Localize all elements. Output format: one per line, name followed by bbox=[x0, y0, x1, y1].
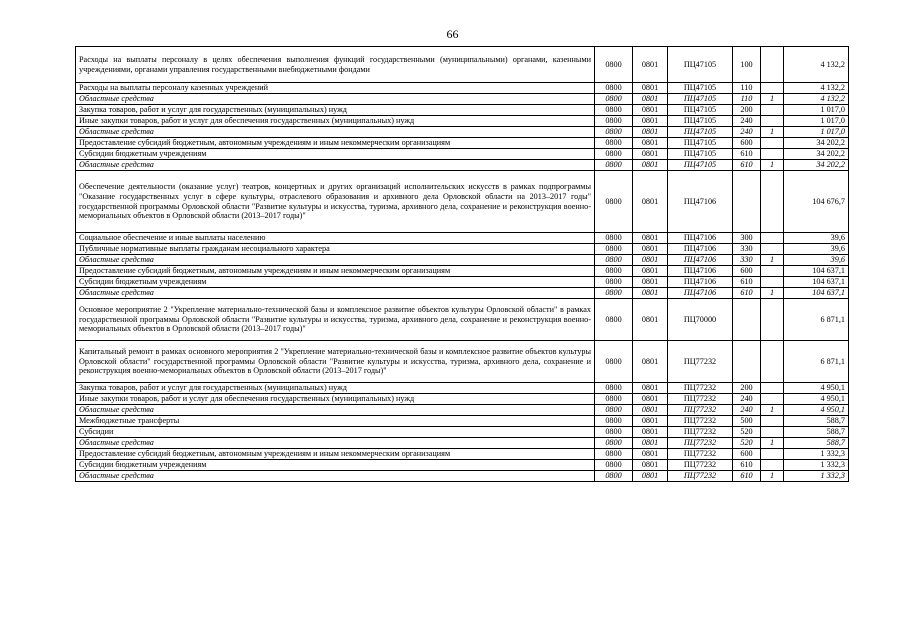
table-row bbox=[76, 394, 849, 405]
row-funding-source-code bbox=[761, 83, 784, 94]
table-row bbox=[76, 299, 849, 341]
row-funding-source-code: 1 bbox=[761, 438, 784, 449]
row-target-article-code: ПЦ47105 bbox=[668, 83, 733, 94]
table-row bbox=[76, 105, 849, 116]
row-target-article-code: ПЦ77232 bbox=[668, 427, 733, 438]
row-expense-type-code: 610 bbox=[733, 288, 761, 299]
row-funding-source-code bbox=[761, 394, 784, 405]
row-amount: 34 202,2 bbox=[784, 149, 849, 160]
row-subsection-code: 0801 bbox=[633, 160, 668, 171]
row-expense-type-code: 240 bbox=[733, 127, 761, 138]
row-amount: 588,7 bbox=[784, 427, 849, 438]
row-section-code: 0800 bbox=[595, 394, 633, 405]
row-section-code: 0800 bbox=[595, 94, 633, 105]
row-section-code: 0800 bbox=[595, 116, 633, 127]
row-funding-source-code bbox=[761, 171, 784, 233]
row-funding-source-code bbox=[761, 449, 784, 460]
row-section-code: 0800 bbox=[595, 449, 633, 460]
row-description: Областные средства bbox=[76, 255, 595, 266]
row-description: Областные средства bbox=[76, 438, 595, 449]
row-section-code: 0800 bbox=[595, 288, 633, 299]
row-section-code: 0800 bbox=[595, 416, 633, 427]
row-description: Областные средства bbox=[76, 288, 595, 299]
row-target-article-code: ПЦ47106 bbox=[668, 288, 733, 299]
row-target-article-code: ПЦ47105 bbox=[668, 94, 733, 105]
row-section-code: 0800 bbox=[595, 149, 633, 160]
row-expense-type-code: 100 bbox=[733, 47, 761, 83]
row-amount: 39,6 bbox=[784, 255, 849, 266]
row-expense-type-code: 110 bbox=[733, 94, 761, 105]
row-target-article-code: ПЦ47105 bbox=[668, 160, 733, 171]
table-row bbox=[76, 149, 849, 160]
row-funding-source-code bbox=[761, 383, 784, 394]
row-target-article-code: ПЦ77232 bbox=[668, 449, 733, 460]
row-description: Капитальный ремонт в рамках основного мероприятия 2 "Укрепление материально-технической базы и комплексное развитие объектов культуры Орловской области" государственной программы Орловской области "Развитие культуры и искусства, туризма, архивного дела, сохранение и реконструкция военно-мемориальных объектов в Орловской области (2013–2017 годы)" bbox=[76, 341, 595, 383]
row-section-code: 0800 bbox=[595, 138, 633, 149]
row-expense-type-code: 330 bbox=[733, 255, 761, 266]
table-row bbox=[76, 255, 849, 266]
row-expense-type-code: 110 bbox=[733, 83, 761, 94]
budget-table bbox=[75, 46, 849, 482]
row-expense-type-code bbox=[733, 341, 761, 383]
row-funding-source-code bbox=[761, 233, 784, 244]
row-target-article-code: ПЦ47106 bbox=[668, 233, 733, 244]
row-target-article-code: ПЦ47105 bbox=[668, 127, 733, 138]
row-target-article-code: ПЦ47106 bbox=[668, 244, 733, 255]
row-amount: 1 332,3 bbox=[784, 471, 849, 482]
row-description: Областные средства bbox=[76, 160, 595, 171]
row-expense-type-code: 500 bbox=[733, 416, 761, 427]
row-amount: 1 332,3 bbox=[784, 460, 849, 471]
row-target-article-code: ПЦ47105 bbox=[668, 149, 733, 160]
row-subsection-code: 0801 bbox=[633, 438, 668, 449]
row-description: Расходы на выплаты персоналу казенных учреждений bbox=[76, 83, 595, 94]
row-description: Предоставление субсидий бюджетным, автономным учреждениям и иным некоммерческим организациям bbox=[76, 138, 595, 149]
row-funding-source-code bbox=[761, 244, 784, 255]
row-expense-type-code: 330 bbox=[733, 244, 761, 255]
row-funding-source-code bbox=[761, 105, 784, 116]
row-target-article-code: ПЦ77232 bbox=[668, 394, 733, 405]
row-description: Предоставление субсидий бюджетным, автономным учреждениям и иным некоммерческим организациям bbox=[76, 266, 595, 277]
row-expense-type-code bbox=[733, 171, 761, 233]
row-expense-type-code: 600 bbox=[733, 266, 761, 277]
row-section-code: 0800 bbox=[595, 438, 633, 449]
row-description: Публичные нормативные выплаты гражданам несоциального характера bbox=[76, 244, 595, 255]
row-subsection-code: 0801 bbox=[633, 460, 668, 471]
row-expense-type-code: 600 bbox=[733, 138, 761, 149]
row-subsection-code: 0801 bbox=[633, 149, 668, 160]
row-target-article-code: ПЦ77232 bbox=[668, 405, 733, 416]
row-subsection-code: 0801 bbox=[633, 383, 668, 394]
row-subsection-code: 0801 bbox=[633, 116, 668, 127]
row-amount: 4 132,2 bbox=[784, 94, 849, 105]
table-row bbox=[76, 160, 849, 171]
row-amount: 588,7 bbox=[784, 438, 849, 449]
row-target-article-code: ПЦ77232 bbox=[668, 460, 733, 471]
row-subsection-code: 0801 bbox=[633, 244, 668, 255]
row-subsection-code: 0801 bbox=[633, 138, 668, 149]
row-amount: 39,6 bbox=[784, 233, 849, 244]
row-section-code: 0800 bbox=[595, 299, 633, 341]
row-description: Областные средства bbox=[76, 471, 595, 482]
budget-table-body bbox=[76, 47, 849, 482]
row-funding-source-code bbox=[761, 266, 784, 277]
row-description: Областные средства bbox=[76, 94, 595, 105]
table-row bbox=[76, 138, 849, 149]
row-subsection-code: 0801 bbox=[633, 255, 668, 266]
row-subsection-code: 0801 bbox=[633, 416, 668, 427]
row-funding-source-code: 1 bbox=[761, 288, 784, 299]
row-funding-source-code: 1 bbox=[761, 94, 784, 105]
row-funding-source-code bbox=[761, 341, 784, 383]
page-number: 66 bbox=[446, 27, 459, 41]
row-section-code: 0800 bbox=[595, 127, 633, 138]
row-amount: 1 332,3 bbox=[784, 449, 849, 460]
row-target-article-code: ПЦ47105 bbox=[668, 105, 733, 116]
row-funding-source-code bbox=[761, 138, 784, 149]
row-section-code: 0800 bbox=[595, 405, 633, 416]
row-description: Иные закупки товаров, работ и услуг для обеспечения государственных (муниципальных) нужд bbox=[76, 394, 595, 405]
row-funding-source-code bbox=[761, 427, 784, 438]
table-row bbox=[76, 383, 849, 394]
row-section-code: 0800 bbox=[595, 83, 633, 94]
row-description: Субсидии bbox=[76, 427, 595, 438]
row-expense-type-code: 610 bbox=[733, 277, 761, 288]
table-row bbox=[76, 427, 849, 438]
row-section-code: 0800 bbox=[595, 427, 633, 438]
row-subsection-code: 0801 bbox=[633, 266, 668, 277]
row-section-code: 0800 bbox=[595, 171, 633, 233]
table-row bbox=[76, 116, 849, 127]
row-description: Областные средства bbox=[76, 405, 595, 416]
row-amount: 1 017,0 bbox=[784, 116, 849, 127]
row-description: Предоставление субсидий бюджетным, автономным учреждениям и иным некоммерческим организациям bbox=[76, 449, 595, 460]
row-amount: 588,7 bbox=[784, 416, 849, 427]
row-description: Основное мероприятие 2 "Укрепление материально-технической базы и комплексное развитие объектов культуры Орловской области" в рамках государственной программы Орловской области "Развитие культуры и искусства, туризма, архивного дела, сохранение и реконструкция военно-мемориальных объектов в Орловской области (2013–2017 годы)" bbox=[76, 299, 595, 341]
row-description: Областные средства bbox=[76, 127, 595, 138]
row-amount: 104 676,7 bbox=[784, 171, 849, 233]
row-expense-type-code: 520 bbox=[733, 427, 761, 438]
row-description: Субсидии бюджетным учреждениям bbox=[76, 149, 595, 160]
table-row bbox=[76, 277, 849, 288]
row-subsection-code: 0801 bbox=[633, 127, 668, 138]
row-subsection-code: 0801 bbox=[633, 83, 668, 94]
row-section-code: 0800 bbox=[595, 266, 633, 277]
row-expense-type-code bbox=[733, 299, 761, 341]
row-amount: 34 202,2 bbox=[784, 138, 849, 149]
row-subsection-code: 0801 bbox=[633, 471, 668, 482]
row-funding-source-code: 1 bbox=[761, 255, 784, 266]
row-subsection-code: 0801 bbox=[633, 427, 668, 438]
row-expense-type-code: 610 bbox=[733, 460, 761, 471]
row-target-article-code: ПЦ77232 bbox=[668, 471, 733, 482]
table-row bbox=[76, 233, 849, 244]
row-section-code: 0800 bbox=[595, 460, 633, 471]
row-amount: 6 871,1 bbox=[784, 341, 849, 383]
row-amount: 104 637,1 bbox=[784, 277, 849, 288]
row-target-article-code: ПЦ77232 bbox=[668, 341, 733, 383]
table-row bbox=[76, 83, 849, 94]
row-target-article-code: ПЦ70000 bbox=[668, 299, 733, 341]
row-expense-type-code: 300 bbox=[733, 233, 761, 244]
table-row bbox=[76, 47, 849, 83]
row-expense-type-code: 240 bbox=[733, 394, 761, 405]
row-description: Расходы на выплаты персоналу в целях обеспечения выполнения функций государственными (муниципальными) органами, казенными учреждениями, органами управления государственными внебюджетными фондами bbox=[76, 47, 595, 83]
row-expense-type-code: 240 bbox=[733, 116, 761, 127]
row-description: Обеспечение деятельности (оказание услуг) театров, концертных и других организаций исполнительских искусств в рамках подпрограммы "Оказание государственных услуг в сфере культуры, отраслевого образования и архивного дела Орловской области на 2013–2017 годы" государственной программы Орловской области "Развитие культуры и искусства, туризма, архивного дела, сохранение и реконструкция военно-мемориальных объектов в Орловской области (2013–2017 годы)" bbox=[76, 171, 595, 233]
row-amount: 104 637,1 bbox=[784, 266, 849, 277]
row-section-code: 0800 bbox=[595, 105, 633, 116]
row-expense-type-code: 610 bbox=[733, 160, 761, 171]
row-expense-type-code: 200 bbox=[733, 105, 761, 116]
row-section-code: 0800 bbox=[595, 233, 633, 244]
row-expense-type-code: 520 bbox=[733, 438, 761, 449]
row-amount: 1 017,0 bbox=[784, 127, 849, 138]
row-description: Закупка товаров, работ и услуг для государственных (муниципальных) нужд bbox=[76, 105, 595, 116]
row-target-article-code: ПЦ47105 bbox=[668, 138, 733, 149]
row-amount: 4 950,1 bbox=[784, 394, 849, 405]
row-subsection-code: 0801 bbox=[633, 288, 668, 299]
row-description: Иные закупки товаров, работ и услуг для обеспечения государственных (муниципальных) нужд bbox=[76, 116, 595, 127]
row-amount: 4 950,1 bbox=[784, 405, 849, 416]
row-target-article-code: ПЦ77232 bbox=[668, 416, 733, 427]
row-section-code: 0800 bbox=[595, 341, 633, 383]
row-description: Социальное обеспечение и иные выплаты населению bbox=[76, 233, 595, 244]
row-subsection-code: 0801 bbox=[633, 94, 668, 105]
row-subsection-code: 0801 bbox=[633, 47, 668, 83]
row-funding-source-code bbox=[761, 460, 784, 471]
row-expense-type-code: 600 bbox=[733, 449, 761, 460]
row-section-code: 0800 bbox=[595, 471, 633, 482]
row-subsection-code: 0801 bbox=[633, 233, 668, 244]
row-target-article-code: ПЦ77232 bbox=[668, 383, 733, 394]
row-subsection-code: 0801 bbox=[633, 171, 668, 233]
row-expense-type-code: 610 bbox=[733, 471, 761, 482]
table-row bbox=[76, 460, 849, 471]
row-subsection-code: 0801 bbox=[633, 405, 668, 416]
row-section-code: 0800 bbox=[595, 160, 633, 171]
table-row bbox=[76, 171, 849, 233]
row-target-article-code: ПЦ47106 bbox=[668, 171, 733, 233]
row-funding-source-code: 1 bbox=[761, 471, 784, 482]
table-row bbox=[76, 341, 849, 383]
row-funding-source-code: 1 bbox=[761, 127, 784, 138]
row-amount: 39,6 bbox=[784, 244, 849, 255]
row-expense-type-code: 240 bbox=[733, 405, 761, 416]
row-funding-source-code: 1 bbox=[761, 405, 784, 416]
row-expense-type-code: 200 bbox=[733, 383, 761, 394]
row-subsection-code: 0801 bbox=[633, 105, 668, 116]
row-section-code: 0800 bbox=[595, 255, 633, 266]
row-target-article-code: ПЦ77232 bbox=[668, 438, 733, 449]
row-amount: 34 202,2 bbox=[784, 160, 849, 171]
row-section-code: 0800 bbox=[595, 244, 633, 255]
row-description: Межбюджетные трансферты bbox=[76, 416, 595, 427]
row-target-article-code: ПЦ47105 bbox=[668, 116, 733, 127]
row-subsection-code: 0801 bbox=[633, 277, 668, 288]
table-row bbox=[76, 288, 849, 299]
row-target-article-code: ПЦ47106 bbox=[668, 277, 733, 288]
row-amount: 4 132,2 bbox=[784, 47, 849, 83]
row-description: Субсидии бюджетным учреждениям bbox=[76, 460, 595, 471]
row-amount: 104 637,1 bbox=[784, 288, 849, 299]
row-funding-source-code bbox=[761, 299, 784, 341]
row-funding-source-code bbox=[761, 149, 784, 160]
table-row bbox=[76, 127, 849, 138]
row-subsection-code: 0801 bbox=[633, 341, 668, 383]
table-row bbox=[76, 471, 849, 482]
table-row bbox=[76, 438, 849, 449]
table-row bbox=[76, 244, 849, 255]
row-description: Закупка товаров, работ и услуг для государственных (муниципальных) нужд bbox=[76, 383, 595, 394]
row-subsection-code: 0801 bbox=[633, 299, 668, 341]
row-funding-source-code bbox=[761, 416, 784, 427]
row-funding-source-code: 1 bbox=[761, 160, 784, 171]
table-row bbox=[76, 405, 849, 416]
table-row bbox=[76, 94, 849, 105]
row-funding-source-code bbox=[761, 47, 784, 83]
row-section-code: 0800 bbox=[595, 47, 633, 83]
row-amount: 6 871,1 bbox=[784, 299, 849, 341]
row-description: Субсидии бюджетным учреждениям bbox=[76, 277, 595, 288]
row-subsection-code: 0801 bbox=[633, 449, 668, 460]
row-amount: 4 132,2 bbox=[784, 83, 849, 94]
row-amount: 1 017,0 bbox=[784, 105, 849, 116]
row-funding-source-code bbox=[761, 116, 784, 127]
row-amount: 4 950,1 bbox=[784, 383, 849, 394]
row-target-article-code: ПЦ47106 bbox=[668, 266, 733, 277]
table-row bbox=[76, 449, 849, 460]
table-row bbox=[76, 416, 849, 427]
row-target-article-code: ПЦ47105 bbox=[668, 47, 733, 83]
row-section-code: 0800 bbox=[595, 383, 633, 394]
table-row bbox=[76, 266, 849, 277]
row-funding-source-code bbox=[761, 277, 784, 288]
row-target-article-code: ПЦ47106 bbox=[668, 255, 733, 266]
row-subsection-code: 0801 bbox=[633, 394, 668, 405]
row-expense-type-code: 610 bbox=[733, 149, 761, 160]
row-section-code: 0800 bbox=[595, 277, 633, 288]
